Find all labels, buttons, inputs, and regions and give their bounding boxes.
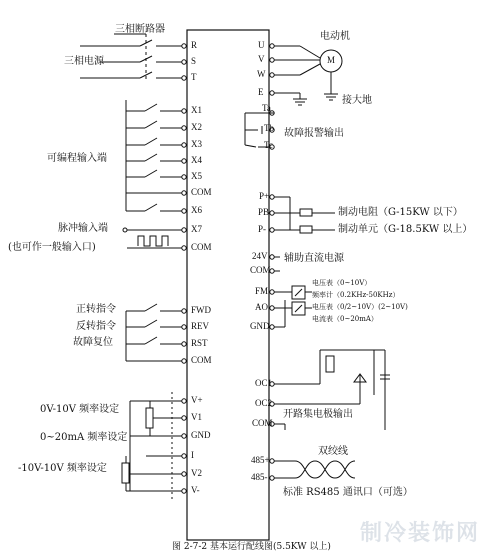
terminal-com-a: COM xyxy=(250,265,271,275)
programmable-input-wires xyxy=(126,100,182,211)
breaker-label: 三相断路器 xyxy=(115,24,165,35)
terminal-ao: AO xyxy=(255,302,268,312)
left-terminal-markers xyxy=(182,44,186,493)
aux-dc-label: 辅助直流电源 xyxy=(284,253,344,264)
motor-label: 电动机 xyxy=(320,31,350,42)
terminal-rev: REV xyxy=(191,321,209,331)
terminal-e: E xyxy=(258,87,264,97)
terminal-p-plus: P+ xyxy=(259,191,270,201)
terminal-gnd: GND xyxy=(191,430,211,440)
terminal-x3: X3 xyxy=(191,139,202,149)
terminal-com-1: COM xyxy=(191,187,212,197)
pulse-input xyxy=(123,228,182,248)
terminal-v: V xyxy=(258,54,265,64)
terminal-com-2: COM xyxy=(191,242,212,252)
voltmeter-label: 电压表（0~10V） xyxy=(312,279,372,287)
aux-dc-wiring xyxy=(274,257,280,271)
current-meter-label: 电流表（0~20mA） xyxy=(312,315,378,323)
terminal-x4: X4 xyxy=(191,155,202,165)
terminal-x5: X5 xyxy=(191,171,202,181)
terminal-com-b: COM xyxy=(252,418,273,428)
freq-meter-label: 频率计（0.2KHz-50KHz） xyxy=(312,291,400,299)
terminal-gnd-r: GND xyxy=(250,321,270,331)
terminal-r: R xyxy=(191,40,198,50)
terminal-w: W xyxy=(257,69,266,79)
terminal-oc2: OC2 xyxy=(255,398,273,408)
terminal-p-minus: P- xyxy=(258,224,267,234)
terminal-ta: Ta xyxy=(262,103,271,113)
terminal-fm: FM xyxy=(255,286,269,296)
fault-reset-label: 故障复位 xyxy=(73,337,113,348)
three-phase-supply-label: 三相电源 xyxy=(64,56,104,67)
pulse-input-label: 脉冲输入端 xyxy=(58,223,108,234)
terminal-tc: Tc xyxy=(264,140,273,150)
terminal-pb: PB xyxy=(258,207,270,217)
figure-caption: 图 2-7-2 基本运行配线图(5.5KW 以上) xyxy=(172,542,331,552)
command-input-wires xyxy=(126,304,182,361)
terminal-24v: 24V xyxy=(252,251,268,261)
terminal-x2: X2 xyxy=(191,122,202,132)
terminal-x7: X7 xyxy=(191,224,202,234)
fault-output-label: 故障报警输出 xyxy=(284,128,344,139)
analog-input-wires xyxy=(122,392,182,500)
brake-unit-label: 制动单元（G-18.5KW 以上） xyxy=(338,224,473,235)
freq-set-ma-label: 0~20mA 频率设定 xyxy=(40,432,128,443)
terminal-u: U xyxy=(258,40,265,50)
terminal-485-plus: 485+ xyxy=(251,455,270,465)
rev-command-label: 反转指令 xyxy=(76,321,116,332)
fwd-command-label: 正转指令 xyxy=(76,304,116,315)
twisted-pair-label: 双绞线 xyxy=(318,446,348,457)
terminal-oc1: OC1 xyxy=(255,378,273,388)
terminal-i: I xyxy=(191,450,194,460)
terminal-vplus: V+ xyxy=(191,395,203,405)
terminal-485-minus: 485- xyxy=(251,472,268,482)
meter-wiring xyxy=(274,286,312,327)
terminal-v2: V2 xyxy=(191,468,202,478)
watermark: 制冷装饰网 xyxy=(359,521,480,546)
programmable-inputs-label: 可编程输入端 xyxy=(47,153,107,164)
oc-output-label: 开路集电极输出 xyxy=(283,409,353,420)
ground-label: 接大地 xyxy=(342,95,372,106)
terminal-tb: Tb xyxy=(264,123,274,133)
rs485-wiring xyxy=(274,461,355,478)
volt-meter2-label: 电压表（0/2~10V）(2~10V) xyxy=(312,303,408,311)
pulse-note-label: (也可作一般输入口) xyxy=(8,242,96,253)
terminal-t: T xyxy=(191,72,197,82)
terminal-com-3: COM xyxy=(191,355,212,365)
freq-set-10v-label: 0V-10V 频率设定 xyxy=(40,404,120,415)
brake-wiring xyxy=(274,197,335,233)
freq-set-pm10v-label: -10V-10V 频率设定 xyxy=(18,463,107,474)
rs485-label: 标准 RS485 通讯口（可选） xyxy=(283,487,413,498)
terminal-rst: RST xyxy=(191,338,208,348)
terminal-x6: X6 xyxy=(191,205,202,215)
terminal-fwd: FWD xyxy=(191,305,211,315)
terminal-v1: V1 xyxy=(191,412,202,422)
terminal-s: S xyxy=(191,56,197,66)
terminal-vminus: V- xyxy=(191,485,200,495)
motor-m-label: M xyxy=(327,55,336,65)
terminal-x1: X1 xyxy=(191,105,202,115)
brake-resistor-label: 制动电阻（G-15KW 以下） xyxy=(338,207,463,218)
